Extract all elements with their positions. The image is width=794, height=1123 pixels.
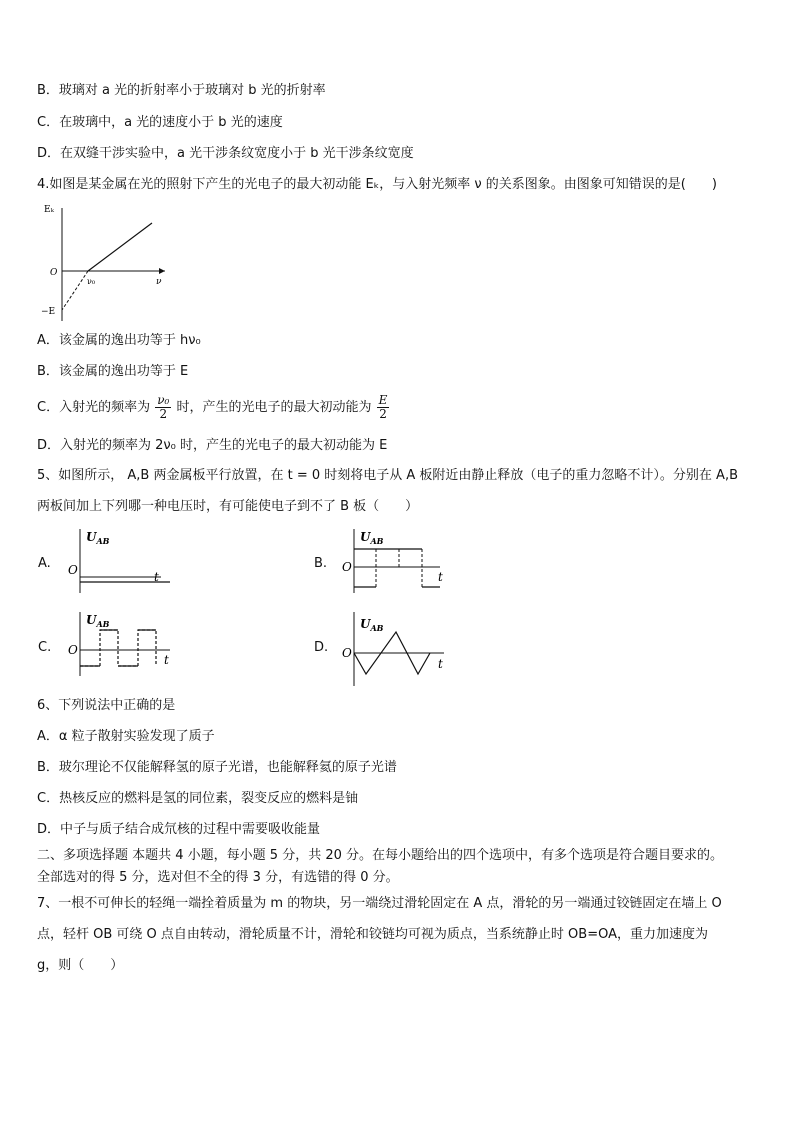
q5-graph-b [340, 525, 450, 595]
q6-stem: 6、下列说法中正确的是 [37, 698, 176, 713]
q6-option-b: B．玻尔理论不仅能解释氢的原子光谱，也能解释氦的原子光谱 [37, 760, 397, 775]
q4-graph-y-mark: −E [41, 307, 56, 317]
q5-b-origin: O [342, 560, 352, 574]
q5-option-b-label: B. [314, 556, 328, 571]
q5-c-axis-y: U [86, 613, 97, 627]
q4-option-c-mid: 时，产生的光电子的最大初动能为 [176, 400, 372, 415]
q5-b-axis-y-sub: AB [370, 536, 384, 546]
q5-d-axis-y-sub: AB [370, 623, 384, 633]
q5-a-origin: O [68, 563, 78, 577]
q3-option-b: B．玻璃对 a 光的折射率小于玻璃对 b 光的折射率 [37, 83, 326, 98]
q4-graph-x-label: ν [156, 277, 162, 287]
q5-a-axis-y: U [86, 530, 97, 544]
q5-a-axis-y-sub: AB [96, 536, 110, 546]
q7-stem-line2: 点，轻杆 OB 可绕 O 点自由转动，滑轮质量不计，滑轮和铰链均可视为质点，当系统静止时 OB=OA，重力加速度为 [37, 927, 708, 942]
q5-c-origin: O [68, 643, 78, 657]
q4-option-b: B．该金属的逸出功等于 E [37, 364, 189, 379]
q4-option-c-frac1-num: ν₀ [157, 393, 170, 407]
q6-option-d: D．中子与质子结合成氘核的过程中需要吸收能量 [37, 822, 321, 837]
q4-option-c-frac1 [155, 394, 171, 421]
q5-b-axis-x: t [438, 570, 443, 584]
q5-a-axis-x: t [154, 570, 159, 584]
q5-d-axis-y: U [360, 617, 371, 631]
svg-text:UAB [360, 530, 384, 546]
q6-option-c: C．热核反应的燃料是氢的同位素，裂变反应的燃料是铀 [37, 791, 359, 806]
q4-graph-y-label: Eₖ [44, 205, 54, 215]
q7-stem-line1: 7、一根不可伸长的轻绳一端拴着质量为 m 的物块，另一端绕过滑轮固定在 A 点，滑轮的另一端通过铰链固定在墙上 O [37, 896, 722, 911]
q5-graph-a [66, 525, 176, 595]
q5-option-d-label: D. [314, 640, 329, 655]
q5-c-axis-y-sub: AB [96, 619, 110, 629]
q7-stem-line3: g，则（ ） [37, 958, 124, 973]
q4-option-d: D．入射光的频率为 2ν₀ 时，产生的光电子的最大初动能为 E [37, 438, 388, 453]
q6-option-a: A．α 粒子散射实验发现了质子 [37, 729, 215, 744]
q5-option-a-label: A. [38, 556, 51, 571]
q5-graph-c [66, 608, 181, 678]
q5-option-c-label: C. [38, 640, 52, 655]
q4-option-c [37, 392, 390, 424]
svg-text:UAB [86, 613, 110, 629]
q4-option-c-frac1-den: 2 [159, 407, 168, 421]
q5-d-origin: O [342, 646, 352, 660]
q5-stem-line2: 两板间加上下列哪一种电压时，有可能使电子到不了 B 板（ ） [37, 499, 419, 514]
q4-graph [38, 196, 178, 326]
section2-instruction-line2: 全部选对的得 5 分，选对但不全的得 3 分，有选错的得 0 分。 [37, 870, 399, 885]
svg-text:UAB [86, 530, 110, 546]
q4-option-c-frac2 [377, 394, 390, 421]
q5-stem-line1: 5、如图所示， A,B 两金属板平行放置，在 t = 0 时刻将电子从 A 板附近由静止释放（电子的重力忽略不计）。分别在 A,B [37, 468, 739, 483]
q4-graph-x-mark: ν₀ [87, 277, 96, 286]
q5-c-axis-x: t [164, 653, 169, 667]
q4-option-c-pre: C．入射光的频率为 [37, 400, 151, 415]
q3-option-d: D．在双缝干涉实验中，a 光干涉条纹宽度小于 b 光干涉条纹宽度 [37, 146, 414, 161]
q4-option-a: A．该金属的逸出功等于 hν₀ [37, 333, 201, 348]
q4-option-c-frac2-num: E [378, 393, 388, 407]
svg-text:UAB [360, 617, 384, 633]
q5-b-axis-y: U [360, 530, 371, 544]
q4-stem: 4.如图是某金属在光的照射下产生的光电子的最大初动能 Eₖ，与入射光频率 ν 的关系图象。由图象可知错误的是( ) [37, 177, 717, 192]
q5-d-axis-x: t [438, 657, 443, 671]
section2-instruction-line1: 二、多项选择题 本题共 4 小题，每小题 5 分，共 20 分。在每小题给出的四个选项中，有多个选项是符合题目要求的。 [37, 848, 724, 863]
q4-option-c-frac2-den: 2 [379, 407, 387, 421]
q3-option-c: C．在玻璃中，a 光的速度小于 b 光的速度 [37, 115, 283, 130]
q5-graph-d [340, 610, 455, 690]
q4-graph-origin: O [50, 268, 58, 278]
